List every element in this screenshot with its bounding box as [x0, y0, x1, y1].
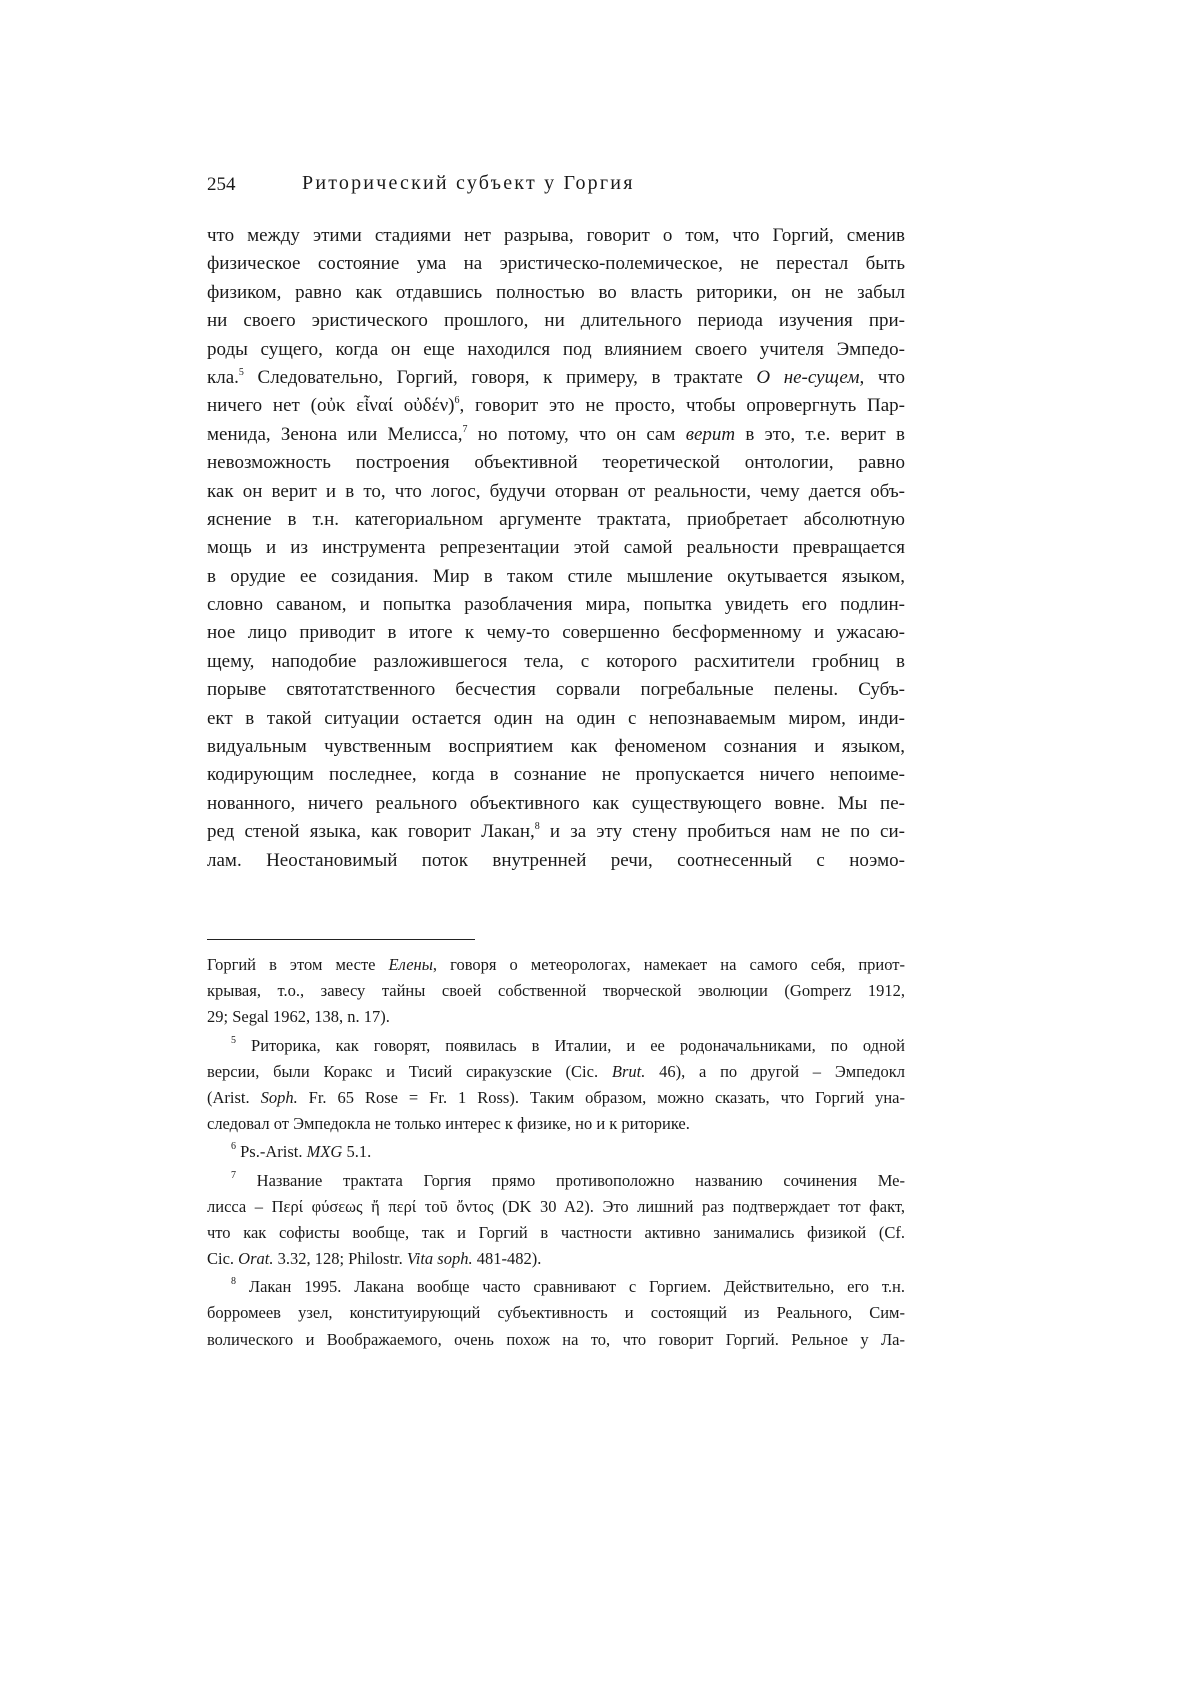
- text-run: ное лицо приводит в итоге к чему-то совершенно бесформенному и ужасаю-: [207, 622, 905, 643]
- text-run: кла.: [207, 367, 239, 388]
- text-run: 29; Segal 1962, 138, n. 17).: [207, 1007, 390, 1026]
- italic-text: верит: [686, 424, 735, 445]
- text-run: (Arist.: [207, 1088, 261, 1107]
- text-run: , говоря о метеорологах, намекает на самого себя, приот-: [433, 955, 905, 974]
- text-line: [207, 818, 905, 846]
- text-run: роды сущего, когда он еще находился под влиянием своего учителя Эмпедо-: [207, 339, 905, 360]
- text-line: [207, 250, 905, 278]
- footnote-line: [207, 1059, 905, 1085]
- text-run: видуальным чувственным восприятием как феноменом сознания и языком,: [207, 736, 905, 757]
- text-run: Риторика, как говорят, появилась в Италии, и ее родоначальниками, по одной: [236, 1036, 905, 1055]
- text-run: следовал от Эмпедокла не только интерес к физике, но и к риторике.: [207, 1114, 690, 1133]
- text-run: 46), а по другой – Эмпедокл: [645, 1062, 905, 1081]
- text-run: физиком, равно как отдавшись полностью во власть риторики, он не забыл: [207, 282, 905, 303]
- text-line: [207, 336, 905, 364]
- text-run: 3.32, 128; Philostr.: [273, 1249, 406, 1268]
- text-run: волического и Воображаемого, очень похож на то, что говорит Горгий. Рельное у Ла-: [207, 1330, 905, 1349]
- italic-text: Orat.: [238, 1249, 273, 1268]
- running-title: Риторический субъект у Горгия: [302, 172, 635, 195]
- text-run: и за эту стену пробиться нам не по си-: [540, 821, 905, 842]
- text-line: [207, 619, 905, 647]
- text-run: в это, т.е. верит в: [735, 424, 905, 445]
- text-run: ект в такой ситуации остается один на один с непознаваемым миром, инди-: [207, 708, 905, 729]
- text-line: [207, 392, 905, 420]
- footnote-line: [207, 952, 905, 978]
- footnote-ref: 6: [231, 1141, 236, 1152]
- text-run: невозможность построения объективной теоретической онтологии, равно: [207, 452, 905, 473]
- footnote-line: [207, 1085, 905, 1111]
- text-line: [207, 222, 905, 250]
- footnote-ref: 5: [231, 1035, 236, 1046]
- footnote-line: [207, 1246, 905, 1272]
- text-line: [207, 790, 905, 818]
- main-text: [207, 222, 905, 875]
- text-run: яснение в т.н. категориальном аргументе трактата, приобретает абсолютную: [207, 509, 905, 530]
- text-run: ни своего эристического прошлого, ни длительного периода изучения при-: [207, 310, 905, 331]
- text-run: в орудие ее созидания. Мир в таком стиле мышление окутывается языком,: [207, 566, 905, 587]
- text-line: [207, 364, 905, 392]
- text-run: Название трактата Горгия прямо противоположно названию сочинения Ме-: [236, 1171, 905, 1190]
- text-line: [207, 534, 905, 562]
- text-run: , что: [860, 367, 905, 388]
- text-run: ничего нет (οὐκ εἶναί οὐδέν): [207, 395, 455, 416]
- text-line: [207, 563, 905, 591]
- text-line: [207, 847, 905, 875]
- text-run: кодирующим последнее, когда в сознание не пропускается ничего непоиме-: [207, 764, 905, 785]
- text-run: менида, Зенона или Мелисса,: [207, 424, 463, 445]
- text-run: щему, наподобие разложившегося тела, с которого расхитители гробниц в: [207, 651, 905, 672]
- text-run: порыве святотатственного бесчестия сорвали погребальные пелены. Субъ-: [207, 679, 905, 700]
- text-run: Горгий в этом месте: [207, 955, 389, 974]
- text-line: [207, 648, 905, 676]
- text-run: словно саваном, и попытка разоблачения мира, попытка увидеть его подлин-: [207, 594, 905, 615]
- text-line: [207, 478, 905, 506]
- text-line: [207, 449, 905, 477]
- text-run: как он верит и в то, что логос, будучи оторван от реальности, чему дается объ-: [207, 481, 905, 502]
- footnote-line: [207, 1327, 905, 1353]
- footnote-ref: 7: [231, 1170, 236, 1181]
- footnote-ref: 6: [455, 395, 460, 406]
- footnotes: [207, 952, 905, 1353]
- text-run: но потому, что он сам: [468, 424, 686, 445]
- footnote-ref: 8: [535, 821, 540, 832]
- text-line: [207, 761, 905, 789]
- footnote-line: [207, 1033, 905, 1059]
- text-line: [207, 421, 905, 449]
- text-run: лисса – Περί φύσεως ἤ περί τοῦ ὄντος (DK 30 A2). Это лишний раз подтверждает тот факт,: [207, 1197, 905, 1216]
- text-run: лам. Неостановимый поток внутренней речи, соотнесенный с ноэмо-: [207, 850, 905, 871]
- footnote-line: [207, 1194, 905, 1220]
- text-run: ред стеной языка, как говорит Лакан,: [207, 821, 535, 842]
- text-line: [207, 676, 905, 704]
- text-run: крывая, т.о., завесу тайны своей собственной творческой эволюции (Gomperz 1912,: [207, 981, 905, 1000]
- text-run: 481-482).: [473, 1249, 542, 1268]
- text-line: [207, 733, 905, 761]
- text-run: мощь и из инструмента репрезентации этой самой реальности превращается: [207, 537, 905, 558]
- text-run: Лакан 1995. Лакана вообще часто сравнивают с Горгием. Действительно, его т.н.: [236, 1277, 905, 1296]
- footnote-line: [207, 1220, 905, 1246]
- text-run: версии, были Коракс и Тисий сиракузские (Cic.: [207, 1062, 612, 1081]
- text-line: [207, 279, 905, 307]
- italic-text: О не-сущем: [756, 367, 859, 388]
- footnote-line: [207, 1111, 905, 1137]
- italic-text: Brut.: [612, 1062, 645, 1081]
- footnote-line: [207, 1274, 905, 1300]
- text-run: Fr. 65 Rose = Fr. 1 Ross). Таким образом, можно сказать, что Горгий уна-: [298, 1088, 905, 1107]
- italic-text: Vita soph.: [407, 1249, 473, 1268]
- footnote-line: [207, 1168, 905, 1194]
- footnote-line: [207, 1139, 905, 1165]
- text-run: что между этими стадиями нет разрыва, говорит о том, что Горгий, сменив: [207, 225, 905, 246]
- footnote-line: [207, 1004, 905, 1030]
- text-run: Cic.: [207, 1249, 238, 1268]
- footnote-line: [207, 1300, 905, 1326]
- italic-text: Soph.: [261, 1088, 298, 1107]
- footnote-ref: 5: [239, 367, 244, 378]
- text-run: Ps.-Arist.: [236, 1142, 307, 1161]
- text-run: 5.1.: [342, 1142, 371, 1161]
- page-number: 254: [207, 174, 236, 196]
- footnote-separator: [207, 939, 475, 940]
- text-run: борромеев узел, конституирующий субъективность и состоящий из Реального, Сим-: [207, 1303, 905, 1322]
- footnote-ref: 7: [463, 424, 468, 435]
- text-line: [207, 506, 905, 534]
- text-run: , говорит это не просто, чтобы опровергнуть Пар-: [460, 395, 905, 416]
- text-line: [207, 705, 905, 733]
- text-run: физическое состояние ума на эристическо-полемическое, не перестал быть: [207, 253, 905, 274]
- text-line: [207, 307, 905, 335]
- text-run: нованного, ничего реального объективного как существующего вовне. Мы пе-: [207, 793, 905, 814]
- italic-text: Елены: [389, 955, 433, 974]
- text-run: что как софисты вообще, так и Горгий в частности активно занимались физикой (Cf.: [207, 1223, 905, 1242]
- italic-text: MXG: [307, 1142, 343, 1161]
- footnote-line: [207, 978, 905, 1004]
- text-run: Следовательно, Горгий, говоря, к примеру, в трактате: [244, 367, 756, 388]
- text-line: [207, 591, 905, 619]
- footnote-ref: 8: [231, 1276, 236, 1287]
